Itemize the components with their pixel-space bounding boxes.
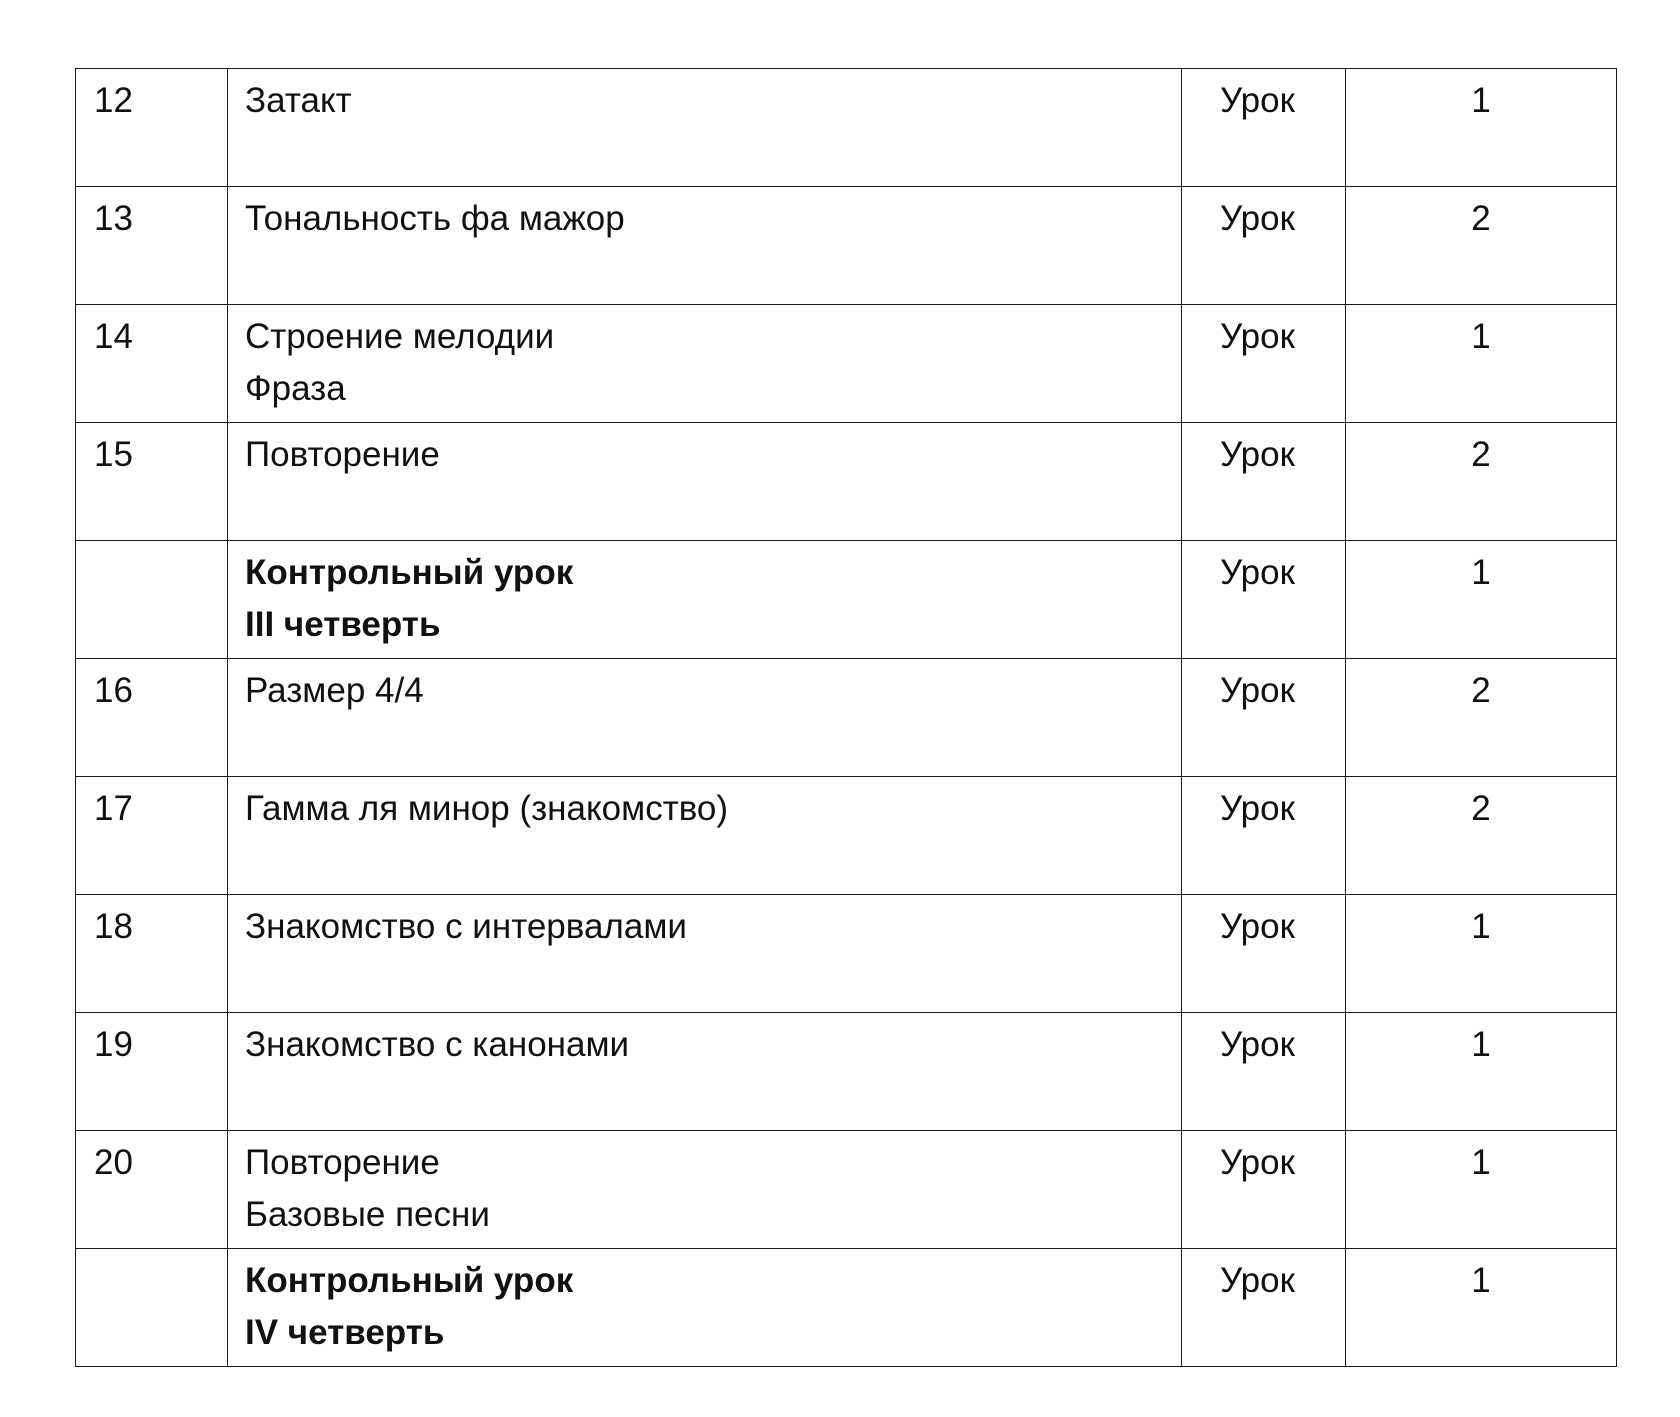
lesson-form-cell: Урок — [1182, 659, 1346, 777]
topic-line: III четверть — [245, 605, 441, 644]
topic-line: Тональность фа мажор — [245, 199, 625, 238]
lesson-topic-cell — [228, 69, 1182, 187]
lesson-topic-cell — [228, 305, 1182, 423]
lesson-topic-cell — [228, 895, 1182, 1013]
topic-line: Фраза — [245, 369, 346, 408]
lesson-number-cell: 20 — [76, 1131, 228, 1249]
lesson-number-cell: 16 — [76, 659, 228, 777]
lesson-hours-cell: 1 — [1346, 305, 1617, 423]
lesson-hours-cell: 1 — [1346, 895, 1617, 1013]
lesson-hours-cell: 2 — [1346, 659, 1617, 777]
lesson-number-cell: 19 — [76, 1013, 228, 1131]
topic-line: Гамма ля минор (знакомство) — [245, 789, 729, 828]
topic-line: Размер 4/4 — [245, 671, 424, 710]
table-row — [76, 187, 1617, 305]
topic-line: IV четверть — [245, 1313, 445, 1352]
table-row — [76, 777, 1617, 895]
topic-line: Повторение — [245, 435, 440, 474]
topic-line: Знакомство с интервалами — [245, 907, 687, 946]
topic-line: Контрольный урок — [245, 1261, 574, 1300]
lesson-hours-cell: 2 — [1346, 187, 1617, 305]
lesson-number-cell — [76, 541, 228, 659]
lesson-hours-cell: 1 — [1346, 541, 1617, 659]
lesson-number-cell: 18 — [76, 895, 228, 1013]
lesson-number-cell: 14 — [76, 305, 228, 423]
lesson-form-cell: Урок — [1182, 69, 1346, 187]
lesson-number-cell: 13 — [76, 187, 228, 305]
topic-line: Затакт — [245, 81, 352, 120]
lesson-topic-cell — [228, 423, 1182, 541]
lesson-topic-cell — [228, 187, 1182, 305]
lesson-form-cell: Урок — [1182, 305, 1346, 423]
table-row — [76, 659, 1617, 777]
lesson-form-cell: Урок — [1182, 1131, 1346, 1249]
lesson-hours-cell: 2 — [1346, 777, 1617, 895]
lesson-number-cell — [76, 1249, 228, 1367]
table-row-control-lesson — [76, 541, 1617, 659]
lesson-topic-cell — [228, 541, 1182, 659]
table-row — [76, 1013, 1617, 1131]
lesson-topic-cell — [228, 1131, 1182, 1249]
lesson-form-cell: Урок — [1182, 423, 1346, 541]
lesson-form-cell: Урок — [1182, 1013, 1346, 1131]
lesson-topic-cell — [228, 659, 1182, 777]
table-row — [76, 423, 1617, 541]
topic-line: Контрольный урок — [245, 553, 574, 592]
topic-line: Строение мелодии — [245, 317, 555, 356]
table-row-control-lesson — [76, 1249, 1617, 1367]
lesson-number-cell: 15 — [76, 423, 228, 541]
topic-line: Повторение — [245, 1143, 440, 1182]
lesson-form-cell: Урок — [1182, 541, 1346, 659]
lesson-hours-cell: 1 — [1346, 1249, 1617, 1367]
lesson-number-cell: 12 — [76, 69, 228, 187]
lesson-topic-cell — [228, 777, 1182, 895]
lesson-form-cell: Урок — [1182, 777, 1346, 895]
lesson-form-cell: Урок — [1182, 895, 1346, 1013]
lesson-hours-cell: 1 — [1346, 1131, 1617, 1249]
table-row — [76, 895, 1617, 1013]
lesson-hours-cell: 1 — [1346, 69, 1617, 187]
table-row — [76, 1131, 1617, 1249]
table-row — [76, 69, 1617, 187]
table-row — [76, 305, 1617, 423]
lesson-form-cell: Урок — [1182, 1249, 1346, 1367]
topic-line: Знакомство с канонами — [245, 1025, 630, 1064]
topic-line: Базовые песни — [245, 1195, 490, 1234]
lesson-hours-cell: 1 — [1346, 1013, 1617, 1131]
lesson-topic-cell — [228, 1249, 1182, 1367]
lesson-form-cell: Урок — [1182, 187, 1346, 305]
lesson-plan-table — [75, 68, 1617, 1367]
lesson-hours-cell: 2 — [1346, 423, 1617, 541]
lesson-topic-cell — [228, 1013, 1182, 1131]
lesson-number-cell: 17 — [76, 777, 228, 895]
